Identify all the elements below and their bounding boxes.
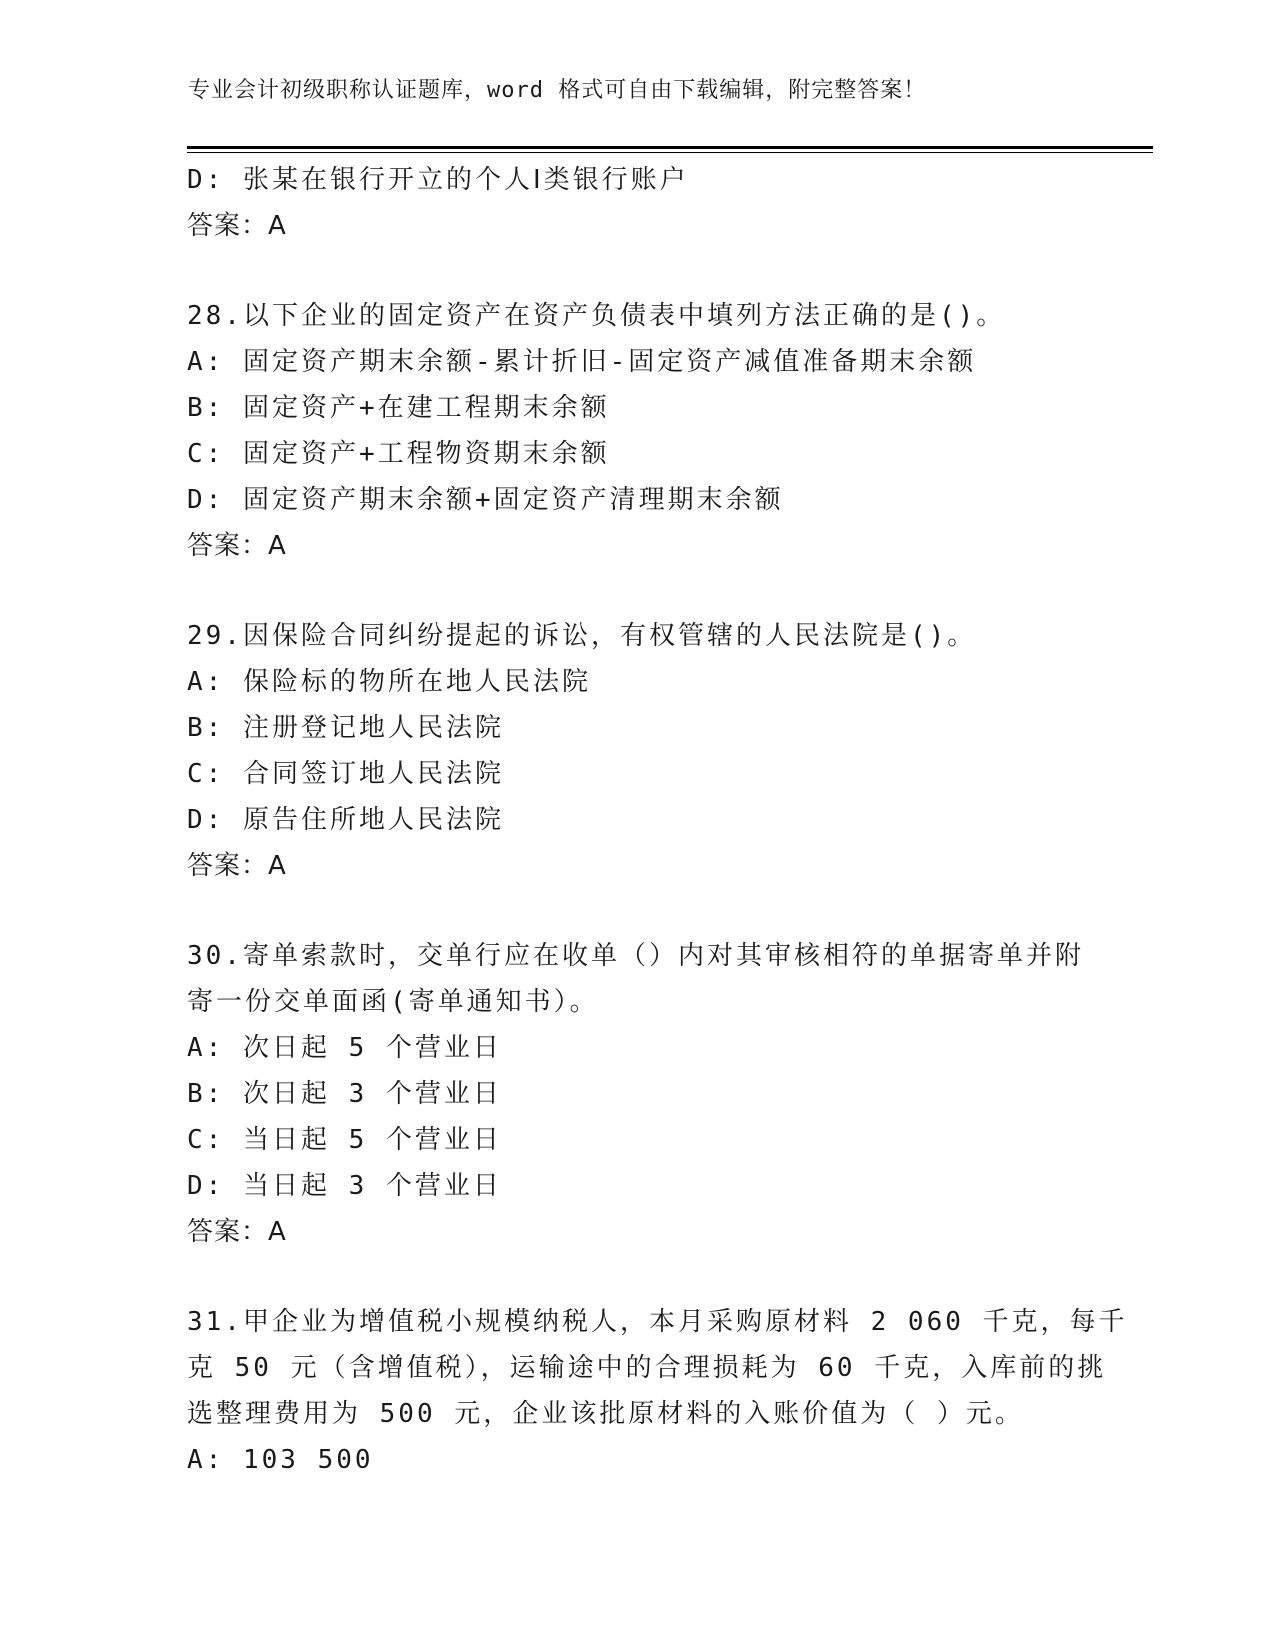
header-rule-thin [187,152,1153,153]
spacer [187,1255,1087,1299]
option-d: D: 当日起 3 个营业日 [187,1171,502,1201]
option-b: B: 固定资产+在建工程期末余额 [187,393,610,423]
spacer [187,569,1087,613]
spacer [187,889,1087,933]
header-rule-thick [187,146,1153,149]
question-stem: 29.因保险合同纠纷提起的诉讼，有权管辖的人民法院是()。 [187,621,977,651]
answer-line: 答案：A [187,851,287,881]
option-d: D: 固定资产期末余额+固定资产清理期末余额 [187,485,784,515]
answer-line: 答案：A [187,211,287,241]
option-c: C: 当日起 5 个营业日 [187,1125,502,1155]
option-d: D: 原告住所地人民法院 [187,805,504,835]
option-c: C: 合同签订地人民法院 [187,759,504,789]
question-stem-line-2: 克 50 元（含增值税），运输途中的合理损耗为 60 千克，入库前的挑 [187,1353,1107,1383]
page-header: 专业会计初级职称认证题库，word 格式可自由下载编辑，附完整答案！ [188,78,927,103]
option-a: A: 103 500 [187,1445,374,1475]
question-30 [187,933,1087,1255]
question-28 [187,293,1087,569]
question-stem-line-1: 30.寄单索款时，交单行应在收单（）内对其审核相符的单据寄单并附 [187,941,1084,971]
option-a: A: 保险标的物所在地人民法院 [187,667,591,697]
answer-line: 答案：A [187,1217,287,1247]
answer-line: 答案：A [187,531,287,561]
question-stem-line-3: 选整理费用为 500 元，企业该批原材料的入账价值为（ ）元。 [187,1399,1024,1429]
question-stem-line-2: 寄一份交单面函(寄单通知书）。 [187,987,599,1017]
option-d: D: 张某在银行开立的个人Ⅰ类银行账户 [187,165,689,195]
option-b: B: 注册登记地人民法院 [187,713,504,743]
question-stem-line-1: 31.甲企业为增值税小规模纳税人，本月采购原材料 2 060 千克，每千 [187,1307,1128,1337]
spacer [187,249,1087,293]
content-body [187,157,1128,1483]
option-b: B: 次日起 3 个营业日 [187,1079,502,1109]
question-29 [187,613,1087,889]
option-c: C: 固定资产+工程物资期末余额 [187,439,610,469]
option-a: A: 固定资产期末余额-累计折旧-固定资产减值准备期末余额 [187,347,977,377]
question-stem: 28.以下企业的固定资产在资产负债表中填列方法正确的是()。 [187,301,1006,331]
option-a: A: 次日起 5 个营业日 [187,1033,502,1063]
question-31 [187,1299,1128,1483]
